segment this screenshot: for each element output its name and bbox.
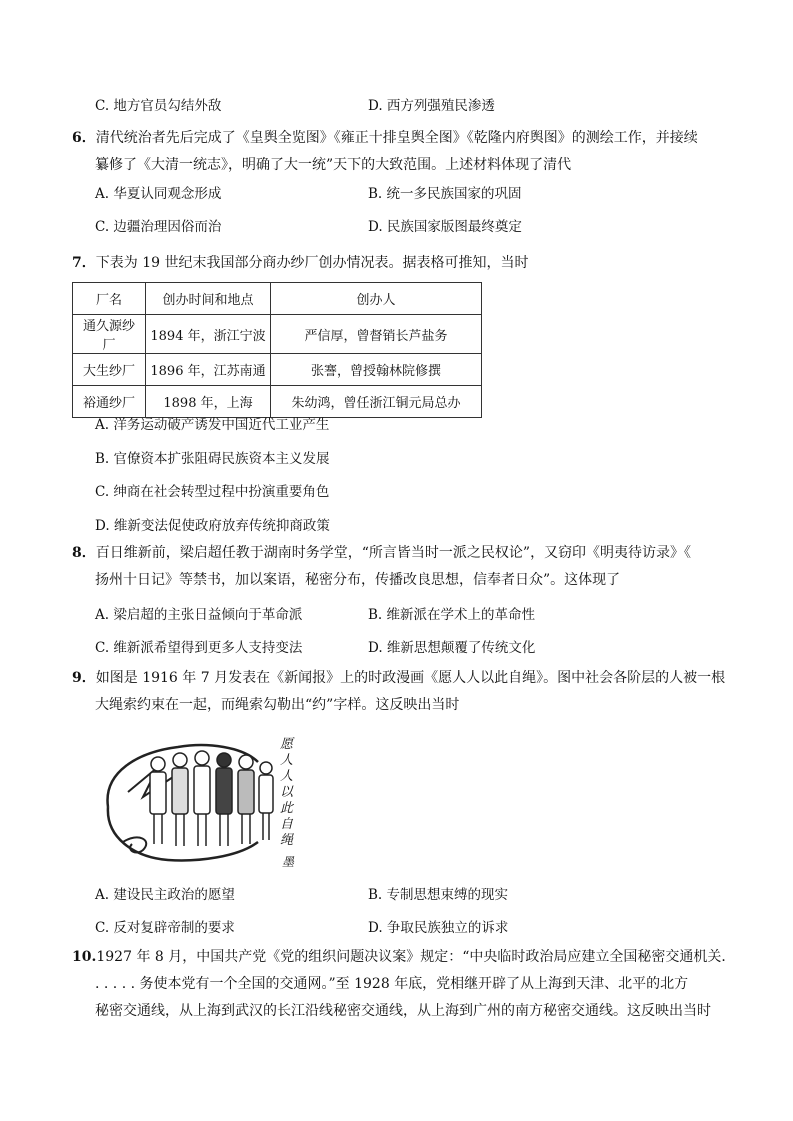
q6-option-c: C. 边疆治理因俗而治 <box>95 219 222 235</box>
q10-stem-line1 <box>72 947 735 967</box>
cartoon-caption-char: 人 <box>280 769 294 784</box>
cartoon-caption-char: 自 <box>280 817 294 832</box>
table-row <box>73 354 482 386</box>
table-cell: 大生纱厂 <box>73 354 146 386</box>
q10-text: 1927 年 8 月，中国共产党《党的组织问题决议案》规定：“中央临时政治局应建立全国秘密交通机关． <box>96 949 736 965</box>
q7-option-b: B. 官僚资本扩张阻碍民族资本主义发展 <box>95 451 330 467</box>
q10-stem-line3: 秘密交通线，从上海到武汉的长江沿线秘密交通线，从上海到广州的南方秘密交通线。这反映出当时 <box>95 1003 711 1019</box>
cartoon-caption-char: 此 <box>280 801 294 816</box>
q9-stem-line2: 大绳索约束在一起，而绳索勾勒出“约”字样。这反映出当时 <box>95 697 460 713</box>
q8-number: 8． <box>72 545 96 561</box>
table-header-cell: 创办人 <box>271 283 482 315</box>
q6-option-d: D. 民族国家版图最终奠定 <box>368 219 522 235</box>
q8-option-b: B. 维新派在学术上的革命性 <box>368 607 536 623</box>
table-cell: 1898 年，上海 <box>146 386 271 418</box>
table-cell: 张謇，曾授翰林院修撰 <box>271 354 482 386</box>
q7-stem-line1 <box>72 253 528 273</box>
q9-option-d: D. 争取民族独立的诉求 <box>368 920 509 936</box>
q7-option-c: C. 绅商在社会转型过程中扮演重要角色 <box>95 484 330 500</box>
q9-stem-line1 <box>72 668 725 688</box>
cartoon-caption-char: 以 <box>280 785 294 800</box>
q6-stem-line2: 纂修了《大清一统志》，明确了大一统”天下的大致范围。上述材料体现了清代 <box>95 157 572 173</box>
table-header-row <box>73 283 482 315</box>
q8-option-a: A. 梁启超的主张日益倾向于革命派 <box>95 607 303 623</box>
q5-option-d: D. 西方列强殖民渗透 <box>368 98 495 114</box>
q8-option-d: D. 维新思想颠覆了传统文化 <box>368 640 536 656</box>
cartoon-caption-char: 愿 <box>280 737 294 752</box>
q6-stem-line1 <box>72 128 698 148</box>
q5-option-c: C. 地方官员勾结外敌 <box>95 98 222 114</box>
table-row <box>73 386 482 418</box>
q9-option-c: C. 反对复辟帝制的要求 <box>95 920 235 936</box>
q10-number: 10. <box>72 949 97 965</box>
table-cell: 通久源纱厂 <box>73 315 146 354</box>
q7-text: 下表为 19 世纪末我国部分商办纱厂创办情况表。据表格可推知，当时 <box>95 255 529 271</box>
q8-text: 百日维新前，梁启超任教于湖南时务学堂，“所言皆当时一派之民权论”，又窃印《明夷待访录》《 <box>95 545 692 561</box>
q8-stem-line2: 扬州十日记》等禁书，加以案语，秘密分布，传播改良思想，信奉者日众”。这体现了 <box>95 572 621 588</box>
q7-option-a: A. 洋务运动破产诱发中国近代工业产生 <box>95 417 330 433</box>
factory-table <box>72 282 482 418</box>
table-cell: 严信厚，曾督销长芦盐务 <box>271 315 482 354</box>
cartoon-signature: 墨 <box>282 855 295 869</box>
q10-stem-line2: . . . . . 务使本党有一个全国的交通网。”至 1928 年底，党相继开辟了从上海到天津、北平的北方 <box>95 976 689 992</box>
table-header-cell: 厂名 <box>73 283 146 315</box>
table-cell: 1896 年，江苏南通 <box>146 354 271 386</box>
q9-option-b: B. 专制思想束缚的现实 <box>368 887 509 903</box>
q8-option-c: C. 维新派希望得到更多人支持变法 <box>95 640 303 656</box>
q8-stem-line1 <box>72 543 691 563</box>
q9-number: 9． <box>72 670 96 686</box>
table-header-cell: 创办时间和地点 <box>146 283 271 315</box>
table-cell: 裕通纱厂 <box>73 386 146 418</box>
table-cell: 朱幼鸿，曾任浙江铜元局总办 <box>271 386 482 418</box>
q6-number: 6． <box>72 130 96 146</box>
table-row <box>73 315 482 354</box>
q6-option-a: A. 华夏认同观念形成 <box>95 186 222 202</box>
q7-option-d: D. 维新变法促使政府放弃传统抑商政策 <box>95 518 330 534</box>
cartoon-caption-char: 绳 <box>280 833 294 848</box>
political-cartoon-image <box>98 732 303 872</box>
q6-option-b: B. 统一多民族国家的巩固 <box>368 186 522 202</box>
q6-text: 清代统治者先后完成了《皇舆全览图》《雍正十排皇舆全图》《乾隆内府舆图》的测绘工作，并接续 <box>95 130 698 146</box>
q9-text: 如图是 1916 年 7 月发表在《新闻报》上的时政漫画《愿人人以此自绳》。图中社会各阶层的人被一根 <box>95 670 726 686</box>
q9-option-a: A. 建设民主政治的愿望 <box>95 887 235 903</box>
table-cell: 1894 年，浙江宁波 <box>146 315 271 354</box>
cartoon-caption-char: 人 <box>280 753 294 768</box>
q7-number: 7． <box>72 255 96 271</box>
